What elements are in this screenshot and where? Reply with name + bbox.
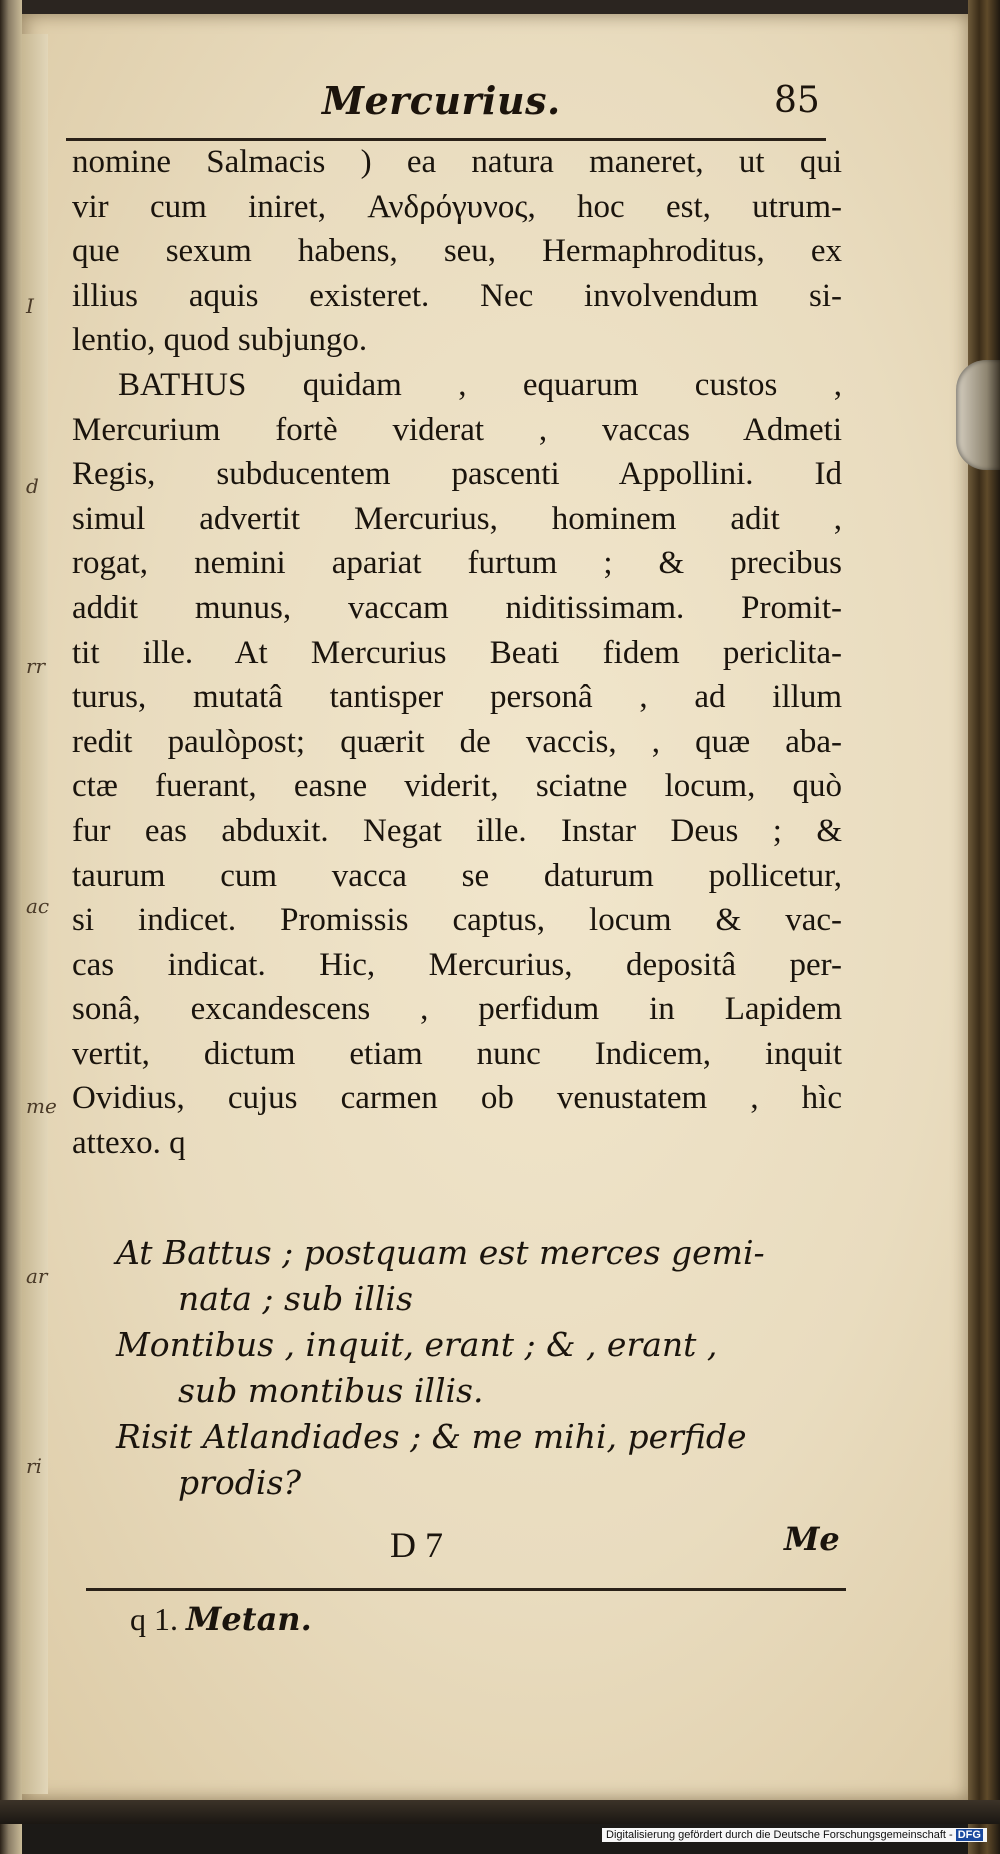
digitization-credit bbox=[602, 1828, 987, 1842]
text-line: Regis, subducentem pascenti Appollini. Id bbox=[72, 456, 842, 493]
footnote bbox=[130, 1600, 312, 1638]
margin-fragment: me bbox=[26, 1094, 57, 1118]
text-line: redit paulòpost; quærit de vaccis, , quæ aba- bbox=[72, 723, 842, 760]
text-line: BATHUS quidam , equarum custos , bbox=[118, 366, 842, 403]
facing-page-margin bbox=[22, 34, 57, 1794]
margin-fragment: rr bbox=[26, 654, 46, 678]
credit-text: Digitalisierung gefördert durch die Deutsche Forschungsgemeinschaft - bbox=[606, 1829, 953, 1841]
verse-quotation bbox=[116, 1230, 846, 1506]
text-line: sonâ, excandescens , perfidum in Lapidem bbox=[72, 991, 842, 1028]
running-head-title: Mercurius. bbox=[322, 78, 561, 123]
text-line: que sexum habens, seu, Hermaphroditus, ex bbox=[72, 233, 842, 270]
text-line: fur eas abduxit. Negat ille. Instar Deus ; & bbox=[72, 812, 842, 849]
margin-fragment: ar bbox=[26, 1264, 48, 1288]
text-line: vertit, dictum etiam nunc Indicem, inquit bbox=[72, 1035, 842, 1072]
text-line: ctæ fuerant, easne viderit, sciatne locum, quò bbox=[72, 768, 842, 805]
margin-fragment: ac bbox=[26, 894, 50, 918]
text-line: lentio, quod subjungo. bbox=[72, 322, 368, 359]
page-clip bbox=[956, 360, 1000, 470]
text-line: turus, mutatâ tantisper personâ , ad illum bbox=[72, 679, 842, 716]
book-top-edge bbox=[0, 0, 1000, 14]
verse-line: sub montibus illis. bbox=[178, 1371, 484, 1410]
verse-line: prodis? bbox=[178, 1463, 302, 1502]
book-bottom-edge bbox=[0, 1800, 1000, 1824]
text-line: Mercurium fortè viderat , vaccas Admeti bbox=[72, 411, 842, 448]
text-line: tit ille. At Mercurius Beati fidem periclita- bbox=[72, 634, 842, 671]
text-line: cas indicat. Hic, Mercurius, depositâ per- bbox=[72, 946, 842, 983]
margin-fragment: I bbox=[26, 294, 34, 318]
margin-fragment: d bbox=[26, 474, 39, 498]
footnote-mark: q 1. bbox=[130, 1601, 178, 1637]
book-spine-edge bbox=[0, 0, 22, 1854]
signature-mark: D 7 bbox=[390, 1525, 443, 1565]
text-line: attexo. q bbox=[72, 1125, 186, 1162]
book-page bbox=[22, 14, 968, 1800]
body-paragraphs bbox=[72, 140, 842, 1166]
text-line: vir cum iniret, Ανδρόγυνος, hoc est, utrum- bbox=[72, 188, 842, 225]
footnote-rule bbox=[86, 1588, 846, 1591]
text-line: illius aquis existeret. Nec involvendum si- bbox=[72, 277, 842, 314]
text-line: nomine Salmacis ) ea natura maneret, ut qui bbox=[72, 144, 842, 180]
catchword: Me bbox=[784, 1520, 840, 1558]
verse-line: At Battus ; postquam est merces gemi- bbox=[116, 1233, 765, 1272]
text-line: si indicet. Promissis captus, locum & vac- bbox=[72, 902, 842, 939]
verse-line: Montibus , inquit, erant ; & , erant , bbox=[116, 1325, 718, 1364]
book-fore-edge bbox=[968, 0, 1000, 1854]
text-line: rogat, nemini apariat furtum ; & precibus bbox=[72, 545, 842, 582]
verse-line: Risit Atlandiades ; & me mihi, perfide bbox=[116, 1417, 747, 1456]
margin-fragment: ri bbox=[26, 1454, 42, 1478]
dfg-logo-icon: DFG bbox=[957, 1829, 981, 1841]
text-line: taurum cum vacca se daturum pollicetur, bbox=[72, 857, 842, 894]
text-line: addit munus, vaccam niditissimam. Promit- bbox=[72, 589, 842, 626]
verse-line: nata ; sub illis bbox=[178, 1279, 413, 1318]
page-number: 85 bbox=[774, 80, 820, 121]
text-line: simul advertit Mercurius, hominem adit , bbox=[72, 500, 842, 537]
text-line: Ovidius, cujus carmen ob venustatem , hìc bbox=[72, 1080, 842, 1117]
footnote-reference: Metan. bbox=[186, 1600, 312, 1638]
